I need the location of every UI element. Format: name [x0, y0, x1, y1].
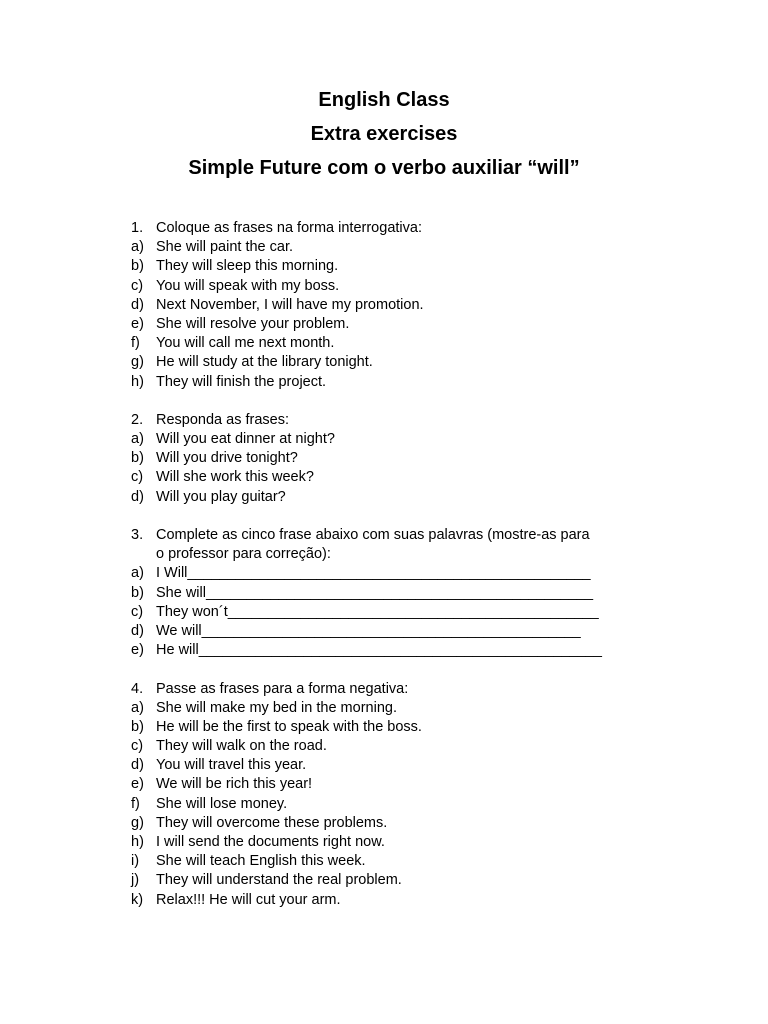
- item-marker: d): [131, 622, 144, 639]
- item-marker: j): [131, 872, 140, 889]
- item-text: He will be the first to speak with the boss.: [156, 718, 422, 735]
- item-text: Will you play guitar?: [156, 488, 286, 505]
- section-number: 1.: [131, 220, 144, 236]
- list-item: [131, 334, 671, 353]
- exercise-list: [131, 219, 671, 929]
- item-text: She will lose money.: [156, 795, 288, 812]
- item-marker: e): [131, 642, 144, 659]
- section-title: Responda as frases:: [156, 411, 289, 428]
- exercise-section-1: [131, 219, 671, 392]
- section-heading: [131, 219, 671, 238]
- list-item: [131, 564, 671, 583]
- item-text: You will travel this year.: [156, 757, 307, 774]
- item-marker: d): [131, 757, 144, 774]
- item-text: We will_______________________________________________: [156, 622, 581, 639]
- list-item: [131, 852, 671, 871]
- exercise-section-2: [131, 411, 671, 507]
- list-item: [131, 430, 671, 449]
- item-marker: a): [131, 431, 144, 448]
- list-item: [131, 814, 671, 833]
- section-heading: [131, 411, 671, 430]
- item-text: Next November, I will have my promotion.: [156, 296, 424, 313]
- item-marker: k): [131, 891, 144, 908]
- item-text: They will finish the project.: [156, 373, 327, 390]
- list-item: [131, 353, 671, 372]
- item-text: You will call me next month.: [156, 335, 335, 352]
- list-item: [131, 641, 671, 660]
- list-item: [131, 373, 671, 392]
- item-marker: a): [131, 699, 144, 716]
- item-text: Will you eat dinner at night?: [156, 431, 335, 448]
- item-text: Will you drive tonight?: [156, 450, 298, 467]
- item-marker: h): [131, 373, 144, 390]
- list-item: [131, 238, 671, 257]
- item-marker: b): [131, 584, 144, 601]
- topic-title: Simple Future com o verbo auxiliar “will”: [188, 157, 580, 179]
- item-marker: c): [131, 603, 144, 620]
- section-title-continuation: o professor para correção):: [156, 546, 331, 563]
- list-item: [131, 718, 671, 737]
- list-item: [131, 296, 671, 315]
- list-item: [131, 315, 671, 334]
- item-marker: b): [131, 718, 144, 735]
- exercise-section-4: [131, 680, 671, 910]
- list-item: [131, 277, 671, 296]
- item-text: He will study at the library tonight.: [156, 354, 373, 371]
- item-text: He will__________________________________________________: [156, 642, 602, 659]
- item-marker: i): [131, 853, 140, 870]
- list-item: [131, 833, 671, 852]
- item-text: They will understand the real problem.: [156, 872, 402, 889]
- item-marker: c): [131, 469, 144, 486]
- item-text: I Will__________________________________________________: [156, 565, 591, 582]
- item-marker: h): [131, 834, 144, 850]
- list-item: [131, 737, 671, 756]
- item-text: We will be rich this year!: [156, 776, 313, 793]
- section-heading: [131, 680, 671, 699]
- item-text: Relax!!! He will cut your arm.: [156, 891, 341, 908]
- item-marker: f): [131, 335, 140, 352]
- item-text: They won´t______________________________________________: [156, 603, 599, 620]
- list-item: [131, 449, 671, 468]
- section-number: 2.: [131, 411, 144, 428]
- list-item: [131, 871, 671, 890]
- item-text: Will she work this week?: [156, 469, 314, 486]
- item-text: I will send the documents right now.: [156, 834, 385, 850]
- item-marker: a): [131, 239, 144, 256]
- section-heading: [131, 526, 671, 545]
- list-item: [131, 603, 671, 622]
- document-header: [0, 86, 768, 188]
- item-text: She will teach English this week.: [156, 853, 366, 870]
- item-marker: g): [131, 814, 144, 831]
- list-item: [131, 488, 671, 507]
- item-text: She will________________________________________________: [156, 584, 594, 601]
- item-marker: e): [131, 315, 144, 332]
- list-item: [131, 775, 671, 794]
- exercise-subtitle: Extra exercises: [310, 123, 458, 145]
- class-title: English Class: [318, 89, 450, 111]
- list-item: [131, 584, 671, 603]
- list-item: [131, 257, 671, 276]
- section-number: 3.: [131, 527, 144, 543]
- item-text: They will overcome these problems.: [156, 814, 388, 831]
- item-marker: d): [131, 488, 144, 505]
- item-marker: c): [131, 277, 144, 294]
- list-item: [131, 699, 671, 718]
- list-item: [131, 756, 671, 775]
- section-title: Complete as cinco frase abaixo com suas palavras (mostre-as para: [156, 527, 590, 543]
- item-text: They will walk on the road.: [156, 738, 327, 755]
- item-marker: g): [131, 354, 144, 371]
- item-marker: a): [131, 565, 144, 582]
- item-marker: b): [131, 450, 144, 467]
- list-item: [131, 622, 671, 641]
- section-title: Coloque as frases na forma interrogativa:: [156, 220, 422, 236]
- item-text: They will sleep this morning.: [156, 258, 339, 275]
- section-title: Passe as frases para a forma negativa:: [156, 680, 409, 697]
- exercise-section-3: [131, 526, 671, 660]
- item-marker: f): [131, 795, 140, 812]
- list-item: [131, 795, 671, 814]
- item-text: She will make my bed in the morning.: [156, 699, 397, 716]
- item-marker: e): [131, 776, 144, 793]
- item-marker: d): [131, 296, 144, 313]
- list-item: [131, 891, 671, 910]
- item-marker: b): [131, 258, 144, 275]
- item-text: You will speak with my boss.: [156, 277, 340, 294]
- list-item: [131, 468, 671, 487]
- section-number: 4.: [131, 680, 144, 697]
- item-marker: c): [131, 738, 144, 755]
- item-text: She will paint the car.: [156, 239, 294, 256]
- item-text: She will resolve your problem.: [156, 315, 350, 332]
